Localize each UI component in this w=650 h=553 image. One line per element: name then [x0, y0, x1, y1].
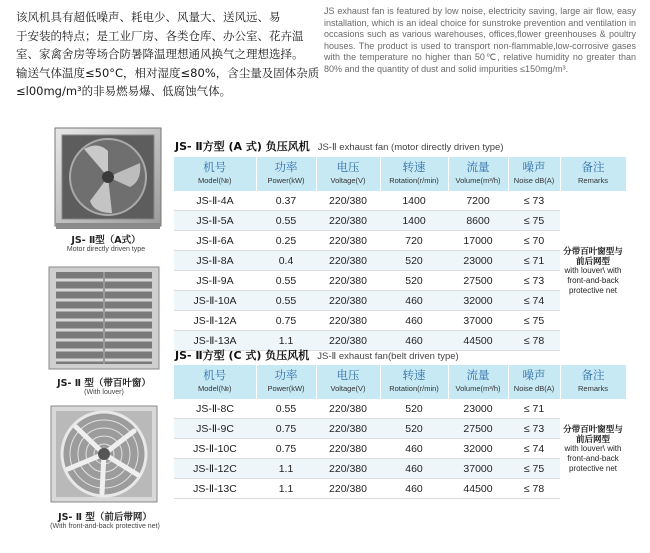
cell-power: 1.1: [256, 331, 316, 351]
header-remarks: 备注 Remarks: [560, 365, 626, 399]
cell-volume: 7200: [448, 191, 508, 211]
remark-english: with louver\ with front-and-back protective net: [564, 265, 622, 295]
table-row: [174, 459, 626, 479]
table-header-row: [174, 365, 626, 399]
cell-volume: 44500: [448, 331, 508, 351]
header-volume: 流量 Volume(m³/h): [448, 365, 508, 399]
table-row: [174, 251, 626, 271]
cell-rotation: 1400: [380, 211, 448, 231]
cell-voltage: 220/380: [316, 211, 380, 231]
cell-model: JS-Ⅱ-6A: [174, 231, 256, 251]
cell-voltage: 220/380: [316, 439, 380, 459]
cell-model: JS-Ⅱ-12A: [174, 311, 256, 331]
cell-model: JS-Ⅱ-9C: [174, 419, 256, 439]
cell-noise: ≤ 75: [508, 311, 560, 331]
cell-model: JS-Ⅱ-10C: [174, 439, 256, 459]
cell-voltage: 220/380: [316, 399, 380, 419]
cell-rotation: 520: [380, 419, 448, 439]
cell-rotation: 520: [380, 271, 448, 291]
table-row: [174, 311, 626, 331]
section-title-a: JS- Ⅱ方型 (A 式) 负压风机 JS-Ⅱ exhaust fan (motor directly driven type): [175, 140, 504, 153]
cell-voltage: 220/380: [316, 311, 380, 331]
cell-model: JS-Ⅱ-13A: [174, 331, 256, 351]
cell-model: JS-Ⅱ-9A: [174, 271, 256, 291]
cell-remarks: [560, 191, 626, 351]
fan-image-louver: [48, 266, 160, 370]
cell-rotation: 520: [380, 399, 448, 419]
cell-model: JS-Ⅱ-8C: [174, 399, 256, 419]
cell-noise: ≤ 70: [508, 231, 560, 251]
cell-volume: 8600: [448, 211, 508, 231]
section-title-c: JS- Ⅱ方型 (C 式) 负压风机 JS-Ⅱ exhaust fan(belt driven type): [175, 349, 459, 362]
table-row: [174, 231, 626, 251]
cell-noise: ≤ 78: [508, 331, 560, 351]
remark-chinese: 分带百叶窗型与前后网型: [563, 423, 623, 444]
cell-noise: ≤ 73: [508, 419, 560, 439]
cell-voltage: 220/380: [316, 191, 380, 211]
intro-line: 于安装的特点；是工业厂房、各类仓库、办公室、花卉温: [16, 28, 304, 43]
header-noise: 噪声 Noise dB(A): [508, 157, 560, 191]
cell-volume: 23000: [448, 251, 508, 271]
cell-model: JS-Ⅱ-5A: [174, 211, 256, 231]
header-rotation: 转速 Rotation(r/min): [380, 157, 448, 191]
table-row: [174, 291, 626, 311]
cell-noise: ≤ 71: [508, 399, 560, 419]
cell-rotation: 460: [380, 439, 448, 459]
image-caption: JS- Ⅱ 型（带百叶窗） (With louver): [57, 378, 151, 396]
table-row: [174, 271, 626, 291]
header-model: 机号 Model(№): [174, 157, 256, 191]
header-remarks: 备注 Remarks: [560, 157, 626, 191]
cell-rotation: 720: [380, 231, 448, 251]
cell-voltage: 220/380: [316, 459, 380, 479]
cell-rotation: 520: [380, 251, 448, 271]
cell-volume: 17000: [448, 231, 508, 251]
header-rotation: 转速 Rotation(r/min): [380, 365, 448, 399]
header-model: 机号 Model(№): [174, 365, 256, 399]
cell-volume: 32000: [448, 291, 508, 311]
intro-english: JS exhaust fan is featured by low noise, electricity saving, large air flow, easy installation, which is an ideal choice for sunstroke prevention and ventilation in occasions such as various warehouses, offices,flower greenhouses & poultry houses. The product is used to transport non-flammable,low-corrosive gases with the temperature no higher than 50℃, relative humidity no greater than 80% and the quantity of dust and solid impurities ≤150mg/m³.: [324, 6, 636, 74]
spec-table-a: [174, 157, 627, 351]
cell-rotation: 460: [380, 311, 448, 331]
header-power: 功率 Power(kW): [256, 157, 316, 191]
cell-power: 1.1: [256, 479, 316, 499]
cell-voltage: 220/380: [316, 251, 380, 271]
cell-rotation: 1400: [380, 191, 448, 211]
intro-line: 输送气体温度≤50°C，相对湿度≤80%，含尘量及固体杂质: [16, 65, 320, 80]
header-noise: 噪声 Noise dB(A): [508, 365, 560, 399]
cell-model: JS-Ⅱ-13C: [174, 479, 256, 499]
fan-image-direct-drive: [54, 127, 162, 231]
header-volume: 流量 Volume(m³/h): [448, 157, 508, 191]
table-row: [174, 399, 626, 419]
cell-power: 1.1: [256, 459, 316, 479]
cell-power: 0.75: [256, 311, 316, 331]
cell-voltage: 220/380: [316, 271, 380, 291]
cell-voltage: 220/380: [316, 331, 380, 351]
table-row: [174, 479, 626, 499]
table-row: [174, 191, 626, 211]
cell-power: 0.55: [256, 399, 316, 419]
table-body-a: [174, 191, 626, 351]
cell-volume: 27500: [448, 419, 508, 439]
cell-noise: ≤ 75: [508, 459, 560, 479]
header-power: 功率 Power(kW): [256, 365, 316, 399]
intro-chinese: [16, 8, 320, 101]
cell-model: JS-Ⅱ-4A: [174, 191, 256, 211]
cell-volume: 32000: [448, 439, 508, 459]
cell-voltage: 220/380: [316, 231, 380, 251]
remark-english: with louver\ with front-and-back protective net: [564, 443, 622, 473]
header-voltage: 电压 Voltage(V): [316, 365, 380, 399]
table-row: [174, 439, 626, 459]
remark-chinese: 分带百叶窗型与前后网型: [563, 245, 623, 266]
cell-volume: 27500: [448, 271, 508, 291]
cell-rotation: 460: [380, 331, 448, 351]
cell-power: 0.55: [256, 291, 316, 311]
image-caption: JS- Ⅱ 型（前后带网） (With front-and-back protective net): [50, 512, 160, 530]
cell-model: JS-Ⅱ-10A: [174, 291, 256, 311]
cell-rotation: 460: [380, 459, 448, 479]
cell-voltage: 220/380: [316, 419, 380, 439]
table-header-row: [174, 157, 626, 191]
intro-line: ≤l00mg/m³的非易燃易爆、低腐蚀气体。: [16, 84, 232, 98]
cell-remarks: [560, 399, 626, 499]
cell-noise: ≤ 75: [508, 211, 560, 231]
intro-line: 室、家禽舍房等场合防暑降温理想通风换气之理想选择。: [16, 47, 304, 61]
cell-power: 0.75: [256, 439, 316, 459]
table-row: [174, 419, 626, 439]
cell-noise: ≤ 74: [508, 291, 560, 311]
header-voltage: 电压 Voltage(V): [316, 157, 380, 191]
cell-model: JS-Ⅱ-12C: [174, 459, 256, 479]
cell-noise: ≤ 73: [508, 271, 560, 291]
cell-noise: ≤ 78: [508, 479, 560, 499]
cell-rotation: 460: [380, 479, 448, 499]
cell-power: 0.55: [256, 211, 316, 231]
cell-volume: 37000: [448, 311, 508, 331]
cell-volume: 23000: [448, 399, 508, 419]
cell-power: 0.55: [256, 271, 316, 291]
cell-rotation: 460: [380, 291, 448, 311]
image-caption: JS- Ⅱ型（A式） Motor directly driven type: [66, 235, 146, 253]
cell-voltage: 220/380: [316, 291, 380, 311]
cell-noise: ≤ 74: [508, 439, 560, 459]
table-body-c: [174, 399, 626, 499]
cell-volume: 44500: [448, 479, 508, 499]
spec-table-c: [174, 365, 627, 499]
cell-voltage: 220/380: [316, 479, 380, 499]
fan-image-protective-net: [50, 405, 158, 505]
intro-line: 该风机具有超低噪声、耗电少、风量大、送风远、易: [16, 10, 281, 24]
cell-power: 0.4: [256, 251, 316, 271]
cell-volume: 37000: [448, 459, 508, 479]
cell-power: 0.37: [256, 191, 316, 211]
cell-noise: ≤ 73: [508, 191, 560, 211]
cell-power: 0.75: [256, 419, 316, 439]
table-row: [174, 211, 626, 231]
cell-noise: ≤ 71: [508, 251, 560, 271]
cell-power: 0.25: [256, 231, 316, 251]
cell-model: JS-Ⅱ-8A: [174, 251, 256, 271]
